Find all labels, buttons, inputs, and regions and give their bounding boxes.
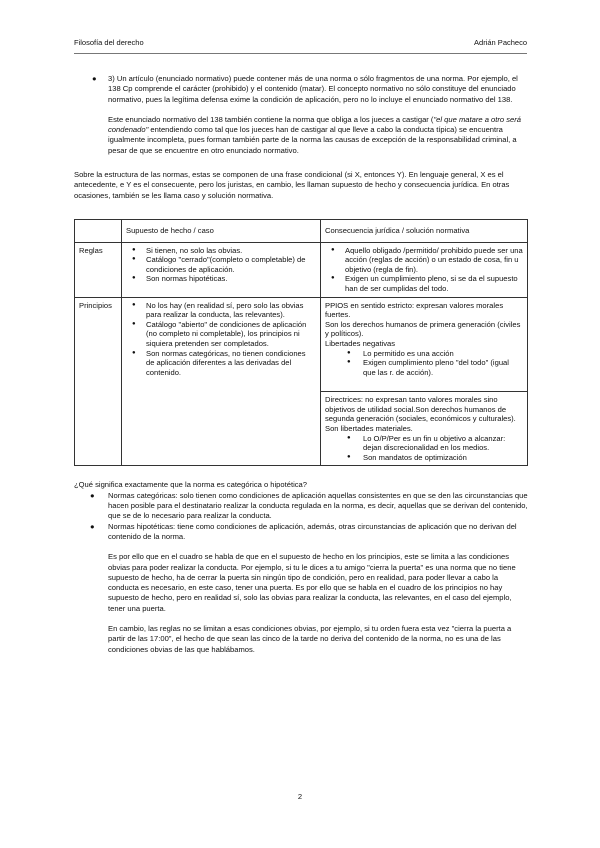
list-item: ● Exigen un cumplimiento pleno, si se da el supuesto han de ser cumplidas del todo. xyxy=(325,274,523,293)
explanation-paragraph-1: Es por ello que en el cuadro se habla de que en el supuesto de hecho en los principios, este se limita a las condiciones obvias para poder realizar la conducta. Por ejemplo, si tu le dices a tu amigo "cierra la puerta" es una norma que no tiene supuesto de hecho, ha de cerrar la puerta sin ningún tipo de condición, pero en realidad, para poder llevar a cabo la conducta es necesario, en este caso, tener una puerta. Es por ello que se habla en el cuadro de los principios no hay supuesto de hecho, pero en realidad sí, solo las obvias para realizar la conducta, las relevantes, en el caso del ejemplo, tener una puerta. xyxy=(108,552,516,613)
directrices-cell xyxy=(321,392,528,466)
header-course-title: Filosofía del derecho xyxy=(74,38,144,47)
principios-supuesto-cell xyxy=(122,297,321,466)
list-item: ● No los hay (en realidad sí, pero solo las obvias para realizar la conducta, las relevantes). xyxy=(126,301,316,320)
header-author: Adrián Pacheco xyxy=(474,38,527,47)
list-item-categoricas: ● Normas categóricas: solo tienen como condiciones de aplicación aquellas consistentes en que se den las circunstancias que hacen posible para el destinatario realizar la conducta regulada en la norma, es decir, aquellas que se derivan del contenido, que se de lo necesario para realizar la conducta. xyxy=(90,490,528,521)
bullet-icon: ● xyxy=(90,521,95,531)
ppios-libertades: Libertades negativas xyxy=(325,338,396,348)
row-label-reglas: Reglas xyxy=(75,242,122,297)
header-divider xyxy=(74,53,527,54)
question-title: ¿Qué significa exactamente que la norma es categórica o hipotética? xyxy=(74,480,308,490)
table-corner-cell xyxy=(75,219,122,242)
header-consecuencia: Consecuencia jurídica / solución normativa xyxy=(321,219,528,242)
reglas-supuesto-cell xyxy=(122,242,321,297)
list-item-hipoteticas: ● Normas hipotéticas: tiene como condiciones de aplicación, además, otras circunstancias de aplicación que no derivan del contenido de la norma. xyxy=(90,521,517,541)
list-item: ● Exigen cumplimiento pleno "del todo" (igual que las r. de acción). xyxy=(325,358,523,377)
list-item: ● Catálogo "abierto" de condiciones de aplicación (no completo ni completable), los principios ni siquiera pretenden ser completados. xyxy=(126,320,316,349)
table-row-principios xyxy=(75,297,528,392)
directrices-intro: Directrices: no expresan tanto valores morales sino objetivos de utilidad social.Son derechos humanos de segunda generación (sociales, económicos y culturales). Son libertades materiales. xyxy=(325,395,516,434)
ppios-cell xyxy=(321,297,528,392)
structure-paragraph: Sobre la estructura de las normas, estas se componen de una frase condicional (si X, entonces Y). En lenguaje general, X es el antecedente, e Y es el consecuente, pero los juristas, en cambio, les llaman supuesto de hecho y consecuencia jurídica. En otras ocasiones, también se les llama caso y solución normativa. xyxy=(74,170,510,200)
list-item: ● Son normas categóricas, no tienen condiciones de aplicación diferentes a las derivadas del contenido. xyxy=(126,349,316,378)
bullet-icon: ● xyxy=(90,490,95,500)
article-138-paragraph: Este enunciado normativo del 138 también contiene la norma que obliga a los jueces a castigar ("el que matare a otro será condenado" entendiendo como tal que los jueces han de castigar al que lleve a cabo la conducta típica) se encuentra igualmente incompleta, pues forman también parte de la norma las causas de excepción de la responsabilidad criminal, a pesar de que se encuentre en otro enunciado normativo. xyxy=(108,114,522,155)
list-item: ● Lo permitido es una acción xyxy=(325,349,523,359)
quoted-norm: "el que matare a otro será condenado" xyxy=(108,114,522,135)
list-item: ● Catálogo "cerrado"(completo o completable) de condiciones de aplicación. xyxy=(126,255,316,274)
ppios-intro: PPIOS en sentido estricto: expresan valores morales fuertes. xyxy=(325,300,504,320)
bullet-point-3 xyxy=(74,74,528,105)
list-item: ● Si tienen, no solo las obvias. xyxy=(126,246,316,256)
bullet-icon: ● xyxy=(92,74,97,83)
bullet-3-paragraph: 3) Un artículo (enunciado normativo) puede contener más de una norma o sólo fragmentos de una norma. Por ejemplo, el 138 Cp comprende el carácter (prohibido) y el contenido (matar). El concepto normativo no sólo constituye del enunciado normativo, pues la legítima defensa exime la condición de aplicación, pero no lo incluye el enunciado normativo del 138. xyxy=(108,74,518,104)
ppios-description: Son los derechos humanos de primera generación (civiles y políticos). xyxy=(325,319,521,339)
reglas-consecuencia-cell xyxy=(321,242,528,297)
list-item: ● Son mandatos de optimización xyxy=(325,453,523,463)
list-item: ● Aquello obligado /permitido/ prohibido puede ser una acción (reglas de acción) o un estado de cosa, fin u objetivo (regla de fin). xyxy=(325,246,523,275)
row-label-principios: Principios xyxy=(75,297,122,466)
explanation-paragraph-2: En cambio, las reglas no se limitan a esas condiciones obvias, por ejemplo, si tu orden fuera esta vez "cierra la puerta a partir de las 17:00", el hecho de que sean las cinco de la tarde no deriva del contenido de la norma, no es una de las condiciones obvias de las que hablábamos. xyxy=(108,624,512,654)
list-item: ● Son normas hipotéticas. xyxy=(126,274,316,284)
document-body xyxy=(74,74,528,655)
list-item: ● Lo O/P/Per es un fin u objetivo a alcanzar: dejan discrecionalidad en los medios. xyxy=(325,434,523,453)
header-supuesto: Supuesto de hecho / caso xyxy=(122,219,321,242)
page-number: 2 xyxy=(297,792,303,801)
norms-table xyxy=(74,219,528,466)
table-row-reglas xyxy=(75,242,528,297)
table-header-row xyxy=(75,219,528,242)
